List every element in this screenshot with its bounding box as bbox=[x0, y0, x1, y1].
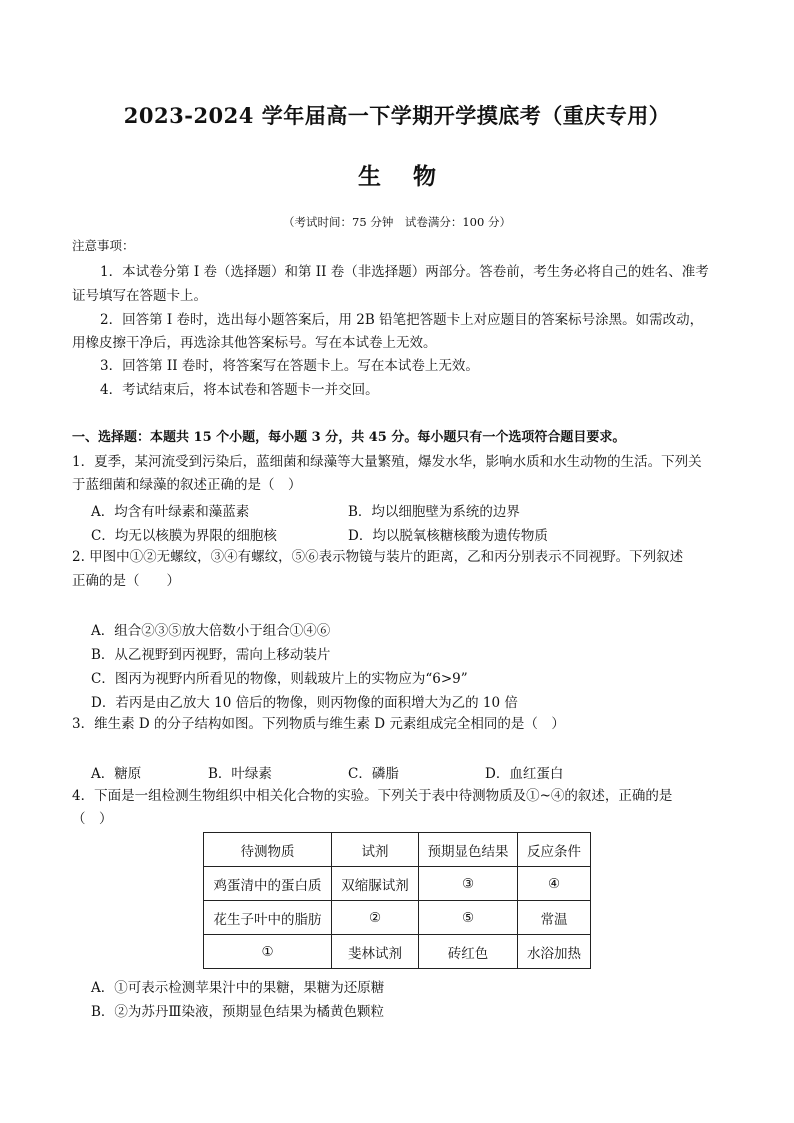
question-stem: 1．夏季，某河流受到污染后，蓝细菌和绿藻等大量繁殖，爆发水华，影响水质和水生动物的生活。下列关 bbox=[72, 454, 702, 470]
question-stem: 2. 甲图中①②无螺纹，③④有螺纹，⑤⑥表示物镜与装片的距离，乙和丙分别表示不同视野。下列叙述 bbox=[72, 549, 684, 565]
question-stem: 正确的是（ ） bbox=[72, 573, 180, 589]
table-row bbox=[204, 901, 591, 935]
table-cell: 砖红色 bbox=[419, 935, 518, 969]
option-b: B．②为苏丹Ⅲ染液，预期显色结果为橘黄色颗粒 bbox=[91, 1004, 384, 1020]
option-d: D．血红蛋白 bbox=[485, 766, 564, 782]
question-stem: 3．维生素 D 的分子结构如图。下列物质与维生素 D 元素组成完全相同的是（ ） bbox=[72, 716, 565, 732]
notice-line: 1．本试卷分第 I 卷（选择题）和第 II 卷（非选择题）两部分。答卷前，考生务必将自己的姓名、准考 bbox=[100, 264, 709, 280]
experiment-table bbox=[203, 832, 591, 969]
option-b: B．从乙视野到丙视野，需向上移动装片 bbox=[91, 647, 331, 663]
notice-heading: 注意事项： bbox=[72, 238, 135, 253]
table-cell: 斐林试剂 bbox=[332, 935, 419, 969]
table-cell: 花生子叶中的脂肪 bbox=[204, 901, 332, 935]
notice-line: 用橡皮擦干净后，再选涂其他答案标号。写在本试卷上无效。 bbox=[72, 335, 437, 351]
option-c: C．均无以核膜为界限的细胞核 bbox=[91, 528, 277, 544]
notice-line: 3．回答第 II 卷时，将答案写在答题卡上。写在本试卷上无效。 bbox=[100, 358, 479, 374]
option-a: A．组合②③⑤放大倍数小于组合①④⑥ bbox=[91, 623, 331, 639]
option-d: D．均以脱氧核糖核酸为遗传物质 bbox=[348, 528, 548, 544]
table-row bbox=[204, 867, 591, 901]
subject-title: 生 物 bbox=[357, 163, 448, 190]
section-heading: 一、选择题：本题共 15 个小题，每小题 3 分，共 45 分。每小题只有一个选项符合题目要求。 bbox=[72, 430, 626, 445]
time-info: （考试时间：75 分钟 试卷满分：100 分） bbox=[283, 215, 511, 229]
table-cell: ⑤ bbox=[419, 901, 518, 935]
table-header-row bbox=[204, 833, 591, 867]
option-b: B．均以细胞壁为系统的边界 bbox=[348, 504, 520, 520]
table-cell: 常温 bbox=[518, 901, 591, 935]
option-a: A．均含有叶绿素和藻蓝素 bbox=[91, 504, 250, 520]
notice-line: 4．考试结束后，将本试卷和答题卡一并交回。 bbox=[100, 382, 379, 398]
question-stem: 4．下面是一组检测生物组织中相关化合物的实验。下列关于表中待测物质及①~④的叙述，正确的是 bbox=[72, 788, 673, 804]
table-cell: 双缩脲试剂 bbox=[332, 867, 419, 901]
notice-line: 2．回答第 I 卷时，选出每小题答案后，用 2B 铅笔把答题卡上对应题目的答案标号涂黑。如需改动， bbox=[100, 312, 704, 328]
table-cell: ③ bbox=[419, 867, 518, 901]
option-c: C．图丙为视野内所看见的物像，则载玻片上的实物应为“6>9” bbox=[91, 671, 468, 687]
table-cell: ② bbox=[332, 901, 419, 935]
option-c: C．磷脂 bbox=[348, 766, 399, 782]
table-cell: 水浴加热 bbox=[518, 935, 591, 969]
table-header-cell: 预期显色结果 bbox=[419, 833, 518, 867]
table-cell: ④ bbox=[518, 867, 591, 901]
question-stem: 于蓝细菌和绿藻的叙述正确的是（ ） bbox=[72, 477, 302, 493]
table-cell: ① bbox=[204, 935, 332, 969]
notice-line: 证号填写在答题卡上。 bbox=[72, 288, 207, 304]
table-header-cell: 待测物质 bbox=[204, 833, 332, 867]
option-a: A．①可表示检测苹果汁中的果糖，果糖为还原糖 bbox=[91, 980, 385, 996]
question-stem: （ ） bbox=[72, 811, 113, 827]
table-row bbox=[204, 935, 591, 969]
option-b: B．叶绿素 bbox=[208, 766, 272, 782]
table-header-cell: 试剂 bbox=[332, 833, 419, 867]
exam-title: 2023-2024 学年届高一下学期开学摸底考（重庆专用） bbox=[123, 103, 671, 128]
table-cell: 鸡蛋清中的蛋白质 bbox=[204, 867, 332, 901]
option-a: A．糖原 bbox=[91, 766, 142, 782]
table-header-cell: 反应条件 bbox=[518, 833, 591, 867]
option-d: D．若丙是由乙放大 10 倍后的物像，则丙物像的面积增大为乙的 10 倍 bbox=[91, 695, 518, 711]
